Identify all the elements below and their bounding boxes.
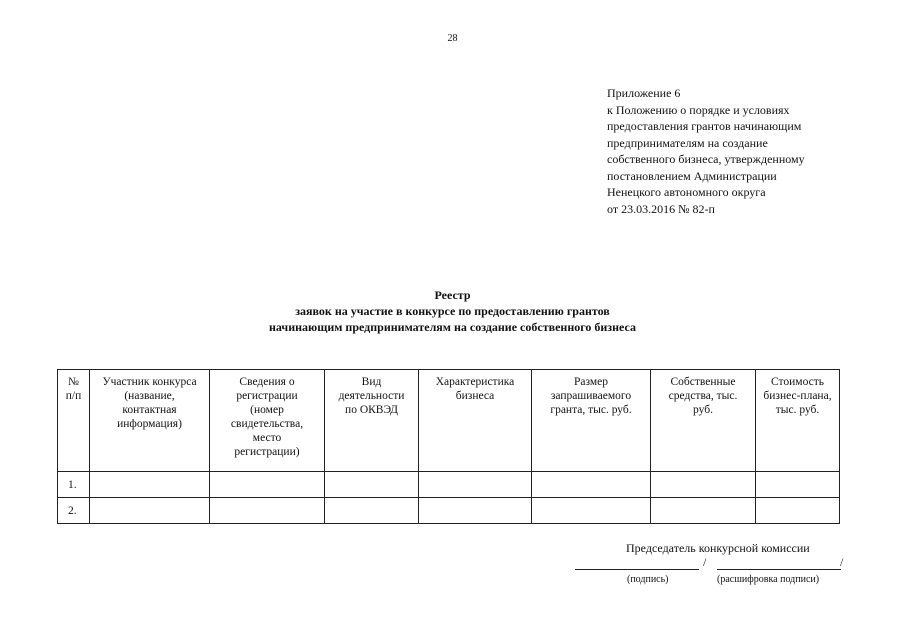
header-activity: Вид деятельности по ОКВЭД	[325, 370, 419, 472]
table-cell	[532, 472, 651, 498]
title-line-1: Реестр	[434, 288, 471, 302]
appendix-line: предпринимателям на создание	[607, 135, 768, 150]
appendix-line: постановлением Администрации	[607, 168, 777, 183]
row-number: 1.	[58, 472, 90, 498]
title-line-2: заявок на участие в конкурсе по предоставлению грантов	[295, 304, 610, 318]
table-row	[58, 498, 840, 524]
commission-chair-title: Председатель конкурсной комиссии	[626, 541, 810, 555]
appendix-line: от 23.03.2016 № 82-п	[607, 201, 715, 216]
table-cell	[325, 472, 419, 498]
separator-slash: /	[703, 555, 707, 569]
row-number: 2.	[58, 498, 90, 524]
header-number: № п/п	[58, 370, 90, 472]
header-registration: Сведения о регистрации (номер свидетельства, место регистрации)	[210, 370, 325, 472]
page-number: 28	[447, 33, 458, 44]
appendix-line: к Положению о порядке и условиях	[607, 102, 790, 117]
signature-line	[575, 569, 699, 570]
appendix-line: предоставления грантов начинающим	[607, 119, 802, 133]
header-business-characteristic: Характеристика бизнеса	[419, 370, 532, 472]
table-cell	[419, 472, 532, 498]
appendix-line: Ненецкого автономного округа	[607, 185, 766, 199]
header-own-funds: Собственные средства, тыс. руб.	[651, 370, 756, 472]
table-header-row	[58, 370, 840, 472]
table-cell	[210, 498, 325, 524]
decoding-line	[717, 569, 841, 570]
table-cell	[532, 498, 651, 524]
table-cell	[651, 498, 756, 524]
title-line-3: начинающим предпринимателям на создание собственного бизнеса	[269, 320, 636, 334]
table-cell	[419, 498, 532, 524]
table-cell	[90, 498, 210, 524]
appendix-block	[607, 85, 897, 217]
table-cell	[325, 498, 419, 524]
decoding-label: (расшифровка подписи)	[717, 574, 820, 585]
document-title	[0, 287, 905, 335]
separator-slash: /	[840, 555, 844, 569]
header-participant: Участник конкурса (название, контактная информация)	[90, 370, 210, 472]
header-grant-amount: Размер запрашиваемого гранта, тыс. руб.	[532, 370, 651, 472]
table-cell	[756, 472, 840, 498]
table-cell	[210, 472, 325, 498]
table-cell	[756, 498, 840, 524]
registry-table	[57, 369, 840, 524]
table-cell	[651, 472, 756, 498]
signature-label: (подпись)	[627, 574, 669, 585]
appendix-line: Приложение 6	[607, 86, 681, 100]
header-business-plan-cost: Стоимость бизнес-плана, тыс. руб.	[756, 370, 840, 472]
table-cell	[90, 472, 210, 498]
table-row	[58, 472, 840, 498]
appendix-line: собственного бизнеса, утвержденному	[607, 152, 805, 166]
